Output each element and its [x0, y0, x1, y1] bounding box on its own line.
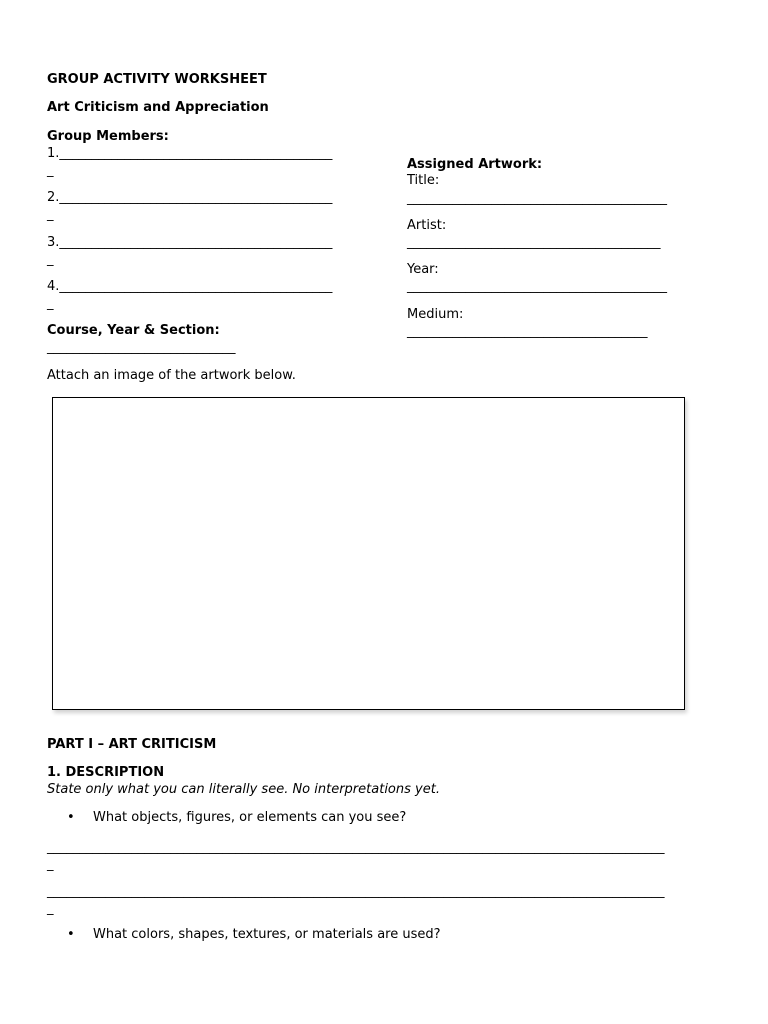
- artwork-artist-label: Artist:: [407, 218, 447, 233]
- attach-instruction: Attach an image of the artwork below.: [47, 368, 296, 383]
- artwork-medium-line[interactable]: _____________________________________: [407, 324, 648, 339]
- description-instruction: State only what you can literally see. No interpretations yet.: [47, 782, 440, 797]
- artwork-year-label: Year:: [407, 262, 439, 277]
- member-1-line[interactable]: 1.__________________________________________: [47, 146, 333, 161]
- course-line[interactable]: _____________________________: [47, 340, 236, 355]
- answer-line-1[interactable]: _______________________________________________________________________________________________: [47, 840, 665, 855]
- member-3-line-trail: _: [47, 252, 54, 267]
- part1-heading: PART I – ART CRITICISM: [47, 737, 217, 752]
- artwork-artist-line[interactable]: _______________________________________: [407, 235, 661, 250]
- bullet-icon: •: [67, 810, 75, 825]
- member-4-line[interactable]: 4.__________________________________________: [47, 279, 333, 294]
- description-heading: 1. DESCRIPTION: [47, 765, 165, 780]
- course-label: Course, Year & Section:: [47, 323, 220, 338]
- artwork-title-line[interactable]: ________________________________________: [407, 191, 667, 206]
- member-3-line[interactable]: 3.__________________________________________: [47, 235, 333, 250]
- member-2-line[interactable]: 2.__________________________________________: [47, 190, 333, 205]
- member-4-line-trail: _: [47, 296, 54, 311]
- worksheet-title: GROUP ACTIVITY WORKSHEET: [47, 72, 267, 87]
- question-objects: What objects, figures, or elements can you see?: [93, 810, 407, 825]
- member-1-line-trail: _: [47, 163, 54, 178]
- group-members-label: Group Members:: [47, 129, 169, 144]
- answer-line-2-trail: _: [47, 901, 54, 916]
- answer-line-1-trail: _: [47, 857, 54, 872]
- question-colors: What colors, shapes, textures, or materials are used?: [93, 927, 441, 942]
- bullet-icon: •: [67, 927, 75, 942]
- answer-line-2[interactable]: _______________________________________________________________________________________________: [47, 884, 665, 899]
- member-2-line-trail: _: [47, 207, 54, 222]
- artwork-year-line[interactable]: ________________________________________: [407, 279, 667, 294]
- artwork-image-box[interactable]: [52, 397, 685, 710]
- artwork-medium-label: Medium:: [407, 307, 464, 322]
- assigned-artwork-label: Assigned Artwork:: [407, 157, 543, 172]
- worksheet-subtitle: Art Criticism and Appreciation: [47, 100, 269, 115]
- artwork-title-label: Title:: [407, 173, 440, 188]
